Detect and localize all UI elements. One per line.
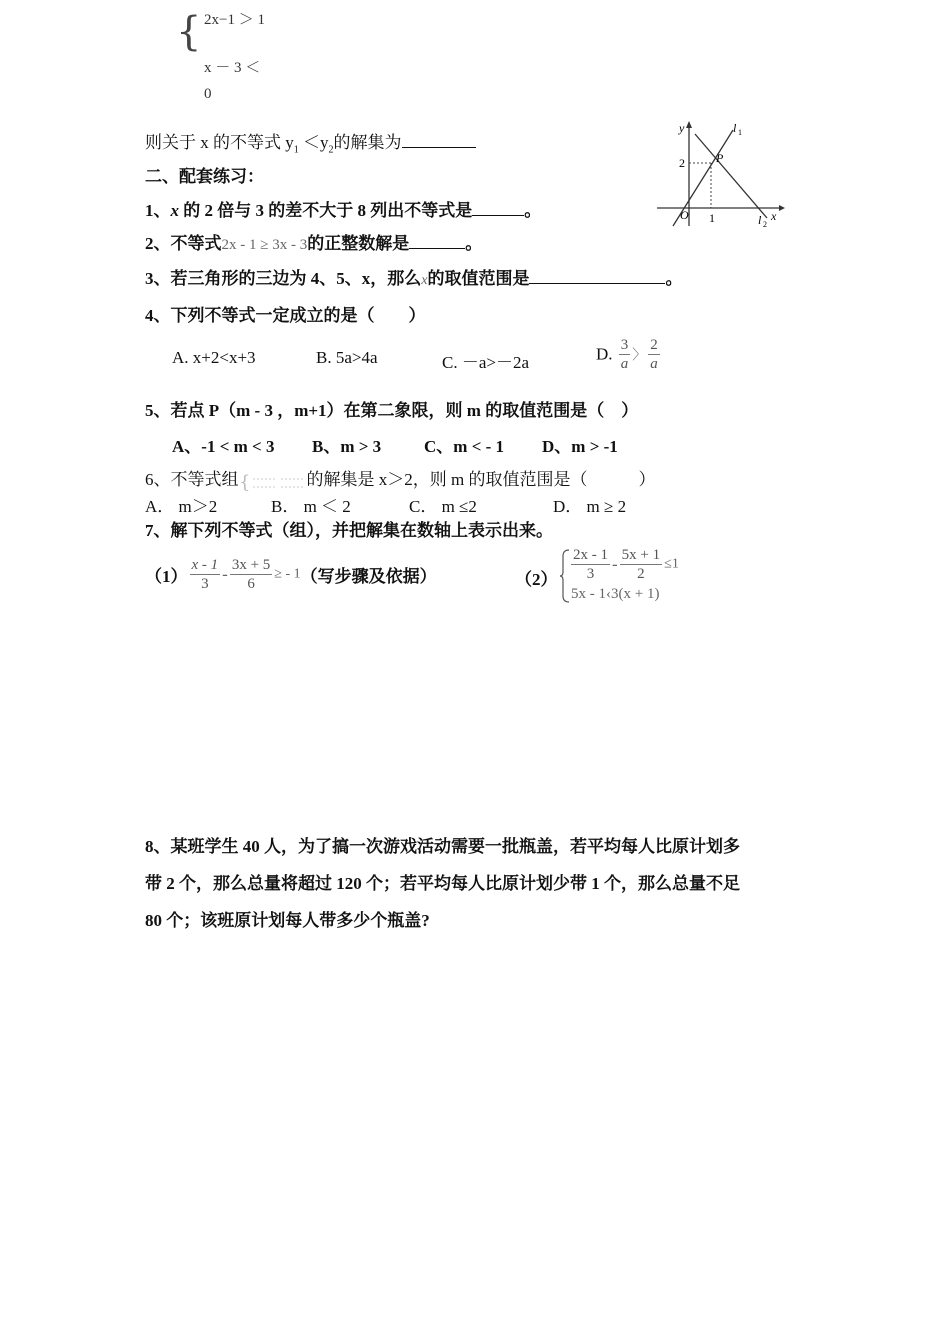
q7-p1-minus: -	[222, 564, 228, 584]
q7-p1-d1: 3	[201, 576, 209, 592]
x-axis-arrow-icon	[779, 205, 785, 211]
graph-p-label: P	[716, 151, 724, 165]
question-8	[145, 828, 740, 939]
q5-option-b[interactable]: B、m > 3	[312, 437, 382, 456]
q6-options	[145, 492, 665, 514]
q4-d-n1: 3	[620, 337, 629, 353]
q1-end: 。	[524, 201, 542, 220]
q1-text: 的 2 倍与 3 的差不大于 8 列出不等式是	[183, 201, 473, 220]
question-3	[145, 264, 682, 289]
q8-line2: 带 2 个，那么总量将超过 120 个；若平均每人比原计划少带 1 个，那么总量不足	[145, 874, 740, 893]
graph-y-label: y	[679, 121, 685, 135]
question-4: 4、下列不等式一定成立的是（ ）	[145, 306, 426, 325]
q7-p2-n1: 2x - 1	[573, 547, 608, 563]
top-system-line3: 0	[204, 86, 212, 102]
intro-tail: 的解集为	[333, 133, 402, 152]
q7-p1-note: （写步骤及依据）	[300, 567, 437, 586]
intro-mid: ＜y	[303, 133, 329, 152]
graph-one-label: 1	[709, 211, 715, 225]
q2-expr: 2x - 1 ≥ 3x - 3	[221, 237, 308, 253]
q5-option-d[interactable]: D、m > -1	[542, 437, 618, 456]
graph-origin-label: O	[680, 208, 689, 222]
q6-option-c[interactable]: C． m ≤2	[409, 497, 477, 516]
q7-p2-line2: 5x - 1‹3(x + 1)	[571, 586, 660, 602]
q3-end: 。	[665, 269, 683, 288]
line-graph	[655, 118, 785, 230]
q5-option-c[interactable]: C、m < - 1	[424, 437, 505, 456]
q6-system-glyph	[239, 473, 307, 493]
svg-text:{: {	[238, 473, 251, 494]
intro-text: 则关于 x 的不等式 y	[145, 133, 294, 152]
q7-p1-n2: 3x + 5	[231, 557, 271, 573]
graph-l1-label: l	[733, 121, 737, 135]
q3-prefix: 3、若三角形的三边为 4、5、x，那么	[145, 269, 422, 288]
q7-p1-label: （1）	[145, 567, 188, 586]
q4-option-a[interactable]: A. x+2<x+3	[172, 348, 256, 367]
q8-line1: 8、某班学生 40 人，为了搞一次游戏活动需要一批瓶盖，若平均每人比原计划多	[145, 837, 740, 856]
q4-d-d2: a	[650, 356, 658, 372]
y-axis-arrow-icon	[686, 121, 692, 128]
q4-option-b[interactable]: B. 5a>4a	[316, 348, 378, 367]
q7-p2-label: （2）	[515, 570, 558, 589]
q4-d-rel: 〉	[632, 348, 647, 364]
q7-p1-d2: 6	[247, 576, 255, 592]
q4-d-frac1	[619, 336, 631, 373]
intro-answer-blank[interactable]	[402, 133, 476, 148]
q7-p1-n1: x - 1	[191, 557, 219, 573]
q5-option-a[interactable]: A、-1 < m < 3	[172, 437, 275, 456]
q7-p1-rhs: ≥ - 1	[274, 566, 301, 582]
q1-num: 1、	[145, 201, 171, 220]
q4-d-d1: a	[620, 356, 629, 372]
q7-p2-rhs: ≤1	[664, 556, 679, 572]
q7-part1	[145, 556, 437, 593]
q6-prefix: 6、不等式组	[145, 470, 239, 489]
q2-text: 的正整数解是	[307, 234, 410, 253]
top-system-line2: x － 3 ＜	[204, 60, 261, 76]
top-system-brace: {	[176, 9, 202, 55]
intro-question	[145, 128, 476, 155]
question-6	[145, 465, 656, 494]
intro-sub2: 2	[328, 144, 334, 156]
graph-two-label: 2	[679, 156, 685, 170]
question-7: 7、解下列不等式（组），并把解集在数轴上表示出来。	[145, 521, 553, 540]
section-heading: 二、配套练习：	[145, 167, 264, 186]
q5-options	[172, 432, 672, 454]
q4-d-n2: 2	[650, 337, 658, 353]
q7-p2-n2: 5x + 1	[621, 547, 661, 563]
q4-d-label: D.	[596, 344, 613, 364]
q4-options	[172, 336, 732, 384]
q7-p2-minus: -	[612, 554, 618, 574]
q6-option-a[interactable]: A． m＞2	[145, 497, 218, 516]
q3-var: x	[421, 273, 428, 288]
q6-suffix: 的解集是 x＞2，则 m 的取值范围是（ ）	[306, 470, 656, 489]
q8-line3: 80 个；该班原计划每人带多少个瓶盖?	[145, 911, 430, 930]
graph-l2-label: l	[758, 213, 762, 227]
line-l2	[695, 134, 767, 218]
graph-l2-sub: 2	[763, 220, 767, 229]
q7-p2-d1: 3	[586, 566, 595, 582]
question-2	[145, 229, 482, 254]
q7-p2-d2: 2	[637, 566, 645, 582]
q3-text: 的取值范围是	[427, 269, 530, 288]
question-1	[145, 196, 541, 221]
q2-prefix: 2、不等式	[145, 234, 222, 253]
question-5: 5、若点 P（m - 3 ，m+1）在第二象限，则 m 的取值范围是（ ）	[145, 401, 639, 420]
top-system-line1: 2x−1 ＞ 1	[204, 12, 265, 28]
q6-system-placeholder	[238, 473, 307, 494]
q4-d-frac2	[648, 336, 660, 373]
q4-option-d[interactable]	[596, 336, 662, 373]
q1-answer-blank[interactable]	[472, 201, 524, 216]
q2-end: 。	[465, 234, 483, 253]
q2-answer-blank[interactable]	[409, 234, 465, 249]
q7-p2-line1	[569, 546, 679, 583]
q4-option-c[interactable]: C. －a>－2a	[442, 353, 530, 372]
intro-sub1: 1	[293, 144, 299, 156]
q1-var: x	[170, 201, 179, 220]
q7-p2-frac2	[620, 546, 662, 583]
graph-x-label: x	[771, 209, 777, 223]
q7-p1-frac2	[230, 556, 272, 593]
q3-answer-blank[interactable]	[529, 269, 665, 284]
q6-option-d[interactable]: D． m ≥ 2	[553, 497, 627, 516]
q7-p1-frac1	[190, 556, 221, 593]
graph-l1-sub: 1	[738, 128, 742, 137]
q7-p2-frac1	[571, 546, 610, 583]
q6-option-b[interactable]: B． m ＜ 2	[271, 497, 351, 516]
